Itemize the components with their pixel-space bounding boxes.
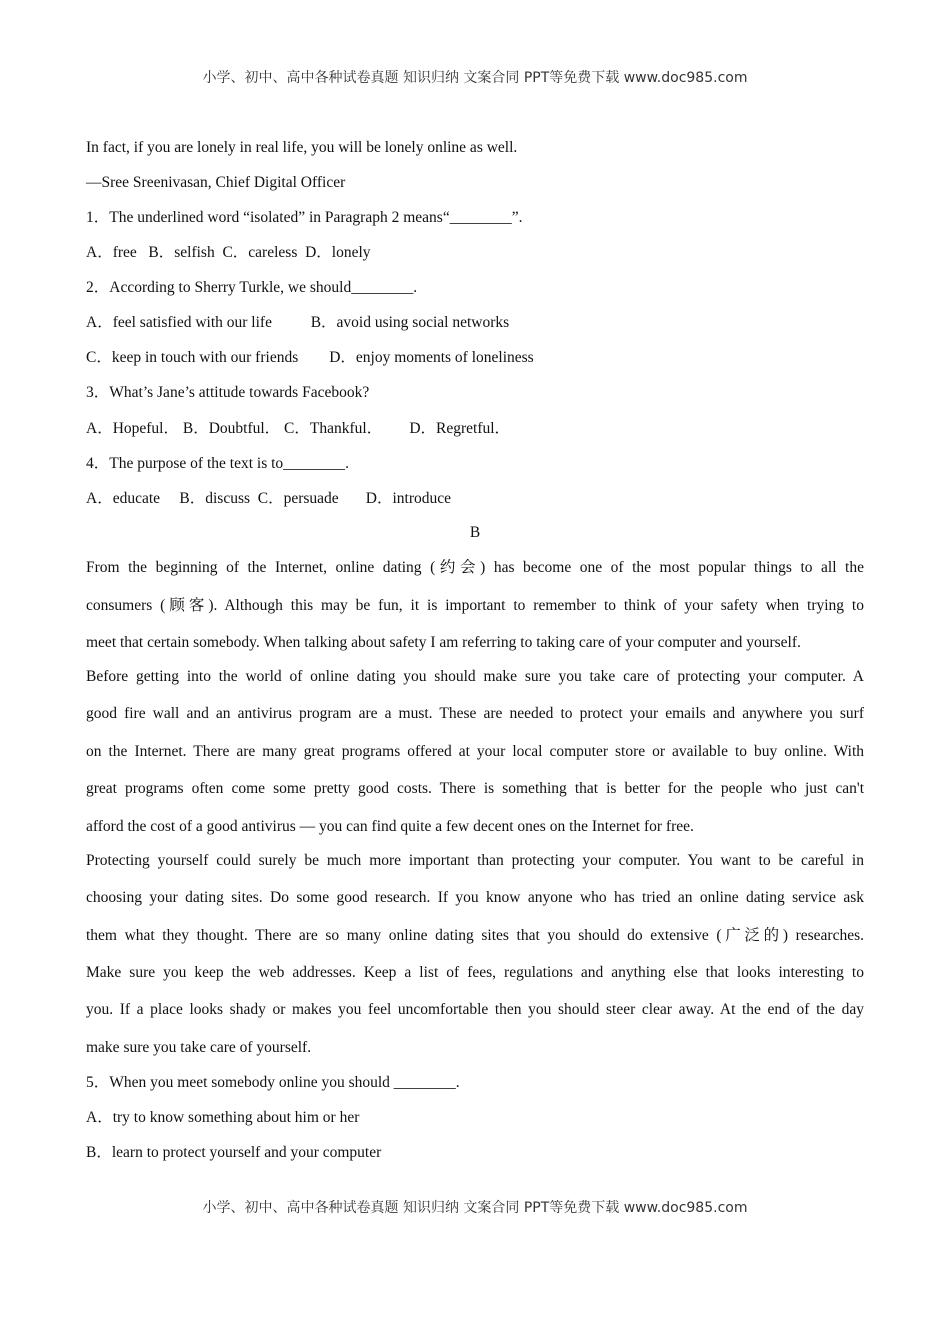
quote-text: In fact, if you are lonely in real life, you will be lonely online as well. [86, 139, 518, 156]
para3-line: make sure you take care of yourself. [86, 1039, 312, 1056]
para2-line: on the Internet. There are many great programs offered at your local computer store or available to buy online. With [86, 743, 864, 760]
question-2-options-cd: C．keep in touch with our friends D．enjoy moments of loneliness [86, 349, 534, 366]
para1-line: meet that certain somebody. When talking about safety I am referring to taking care of your computer and yourself. [86, 634, 801, 651]
question-4-options: A．educate B．discuss C．persuade D．introduce [86, 490, 452, 507]
question-1-options: A．free B．selfish C．careless D．lonely [86, 244, 371, 261]
para3-line: Make sure you keep the web addresses. Keep a list of fees, regulations and anything else that looks interesting to [86, 964, 864, 981]
quote-author: —Sree Sreenivasan, Chief Digital Officer [86, 174, 346, 191]
para2-line: great programs often come some pretty good costs. There is something that is better for the people who just can't [86, 780, 864, 797]
question-5-option-b: B．learn to protect yourself and your computer [86, 1144, 382, 1161]
question-1: 1．The underlined word “isolated” in Paragraph 2 means“________”. [86, 209, 523, 226]
section-label: B [469, 524, 481, 541]
para1-line: From the beginning of the Internet, online dating (约会) has become one of the most popular things to all the [86, 559, 864, 576]
para3-line: them what they thought. There are so many online dating sites that you should do extensive (广泛的) researches. [86, 927, 864, 944]
question-3-options: A．Hopeful． B．Doubtful． C．Thankful． D．Regretful． [86, 420, 511, 437]
question-5-option-a: A．try to know something about him or her [86, 1109, 360, 1126]
question-4: 4．The purpose of the text is to________. [86, 455, 350, 472]
question-5: 5．When you meet somebody online you should ________. [86, 1074, 460, 1091]
question-3: 3．What’s Jane’s attitude towards Facebook? [86, 384, 370, 401]
page-footer: 小学、初中、高中各种试卷真题 知识归纳 文案合同 PPT等免费下载 www.doc985.com [202, 1200, 748, 1216]
para2-line: good fire wall and an antivirus program are a must. These are needed to protect your emails and anywhere you surf [86, 705, 864, 722]
para3-line: Protecting yourself could surely be much more important than protecting your computer. You want to be careful in [86, 852, 864, 869]
question-2-options-ab: A．feel satisfied with our life B．avoid using social networks [86, 314, 510, 331]
page-header: 小学、初中、高中各种试卷真题 知识归纳 文案合同 PPT等免费下载 www.doc985.com [202, 70, 748, 86]
para1-line: consumers (顾客). Although this may be fun, it is important to remember to think of your safety when trying to [86, 597, 864, 614]
para3-line: you. If a place looks shady or makes you feel uncomfortable then you should steer clear away. At the end of the day [86, 1001, 864, 1018]
para2-line: afford the cost of a good antivirus — you can find quite a few decent ones on the Internet for free. [86, 818, 694, 835]
para3-line: choosing your dating sites. Do some good research. If you know anyone who has tried an online dating service ask [86, 889, 864, 906]
para2-line: Before getting into the world of online dating you should make sure you take care of protecting your computer. A [86, 668, 864, 685]
question-2: 2．According to Sherry Turkle, we should________. [86, 279, 418, 296]
